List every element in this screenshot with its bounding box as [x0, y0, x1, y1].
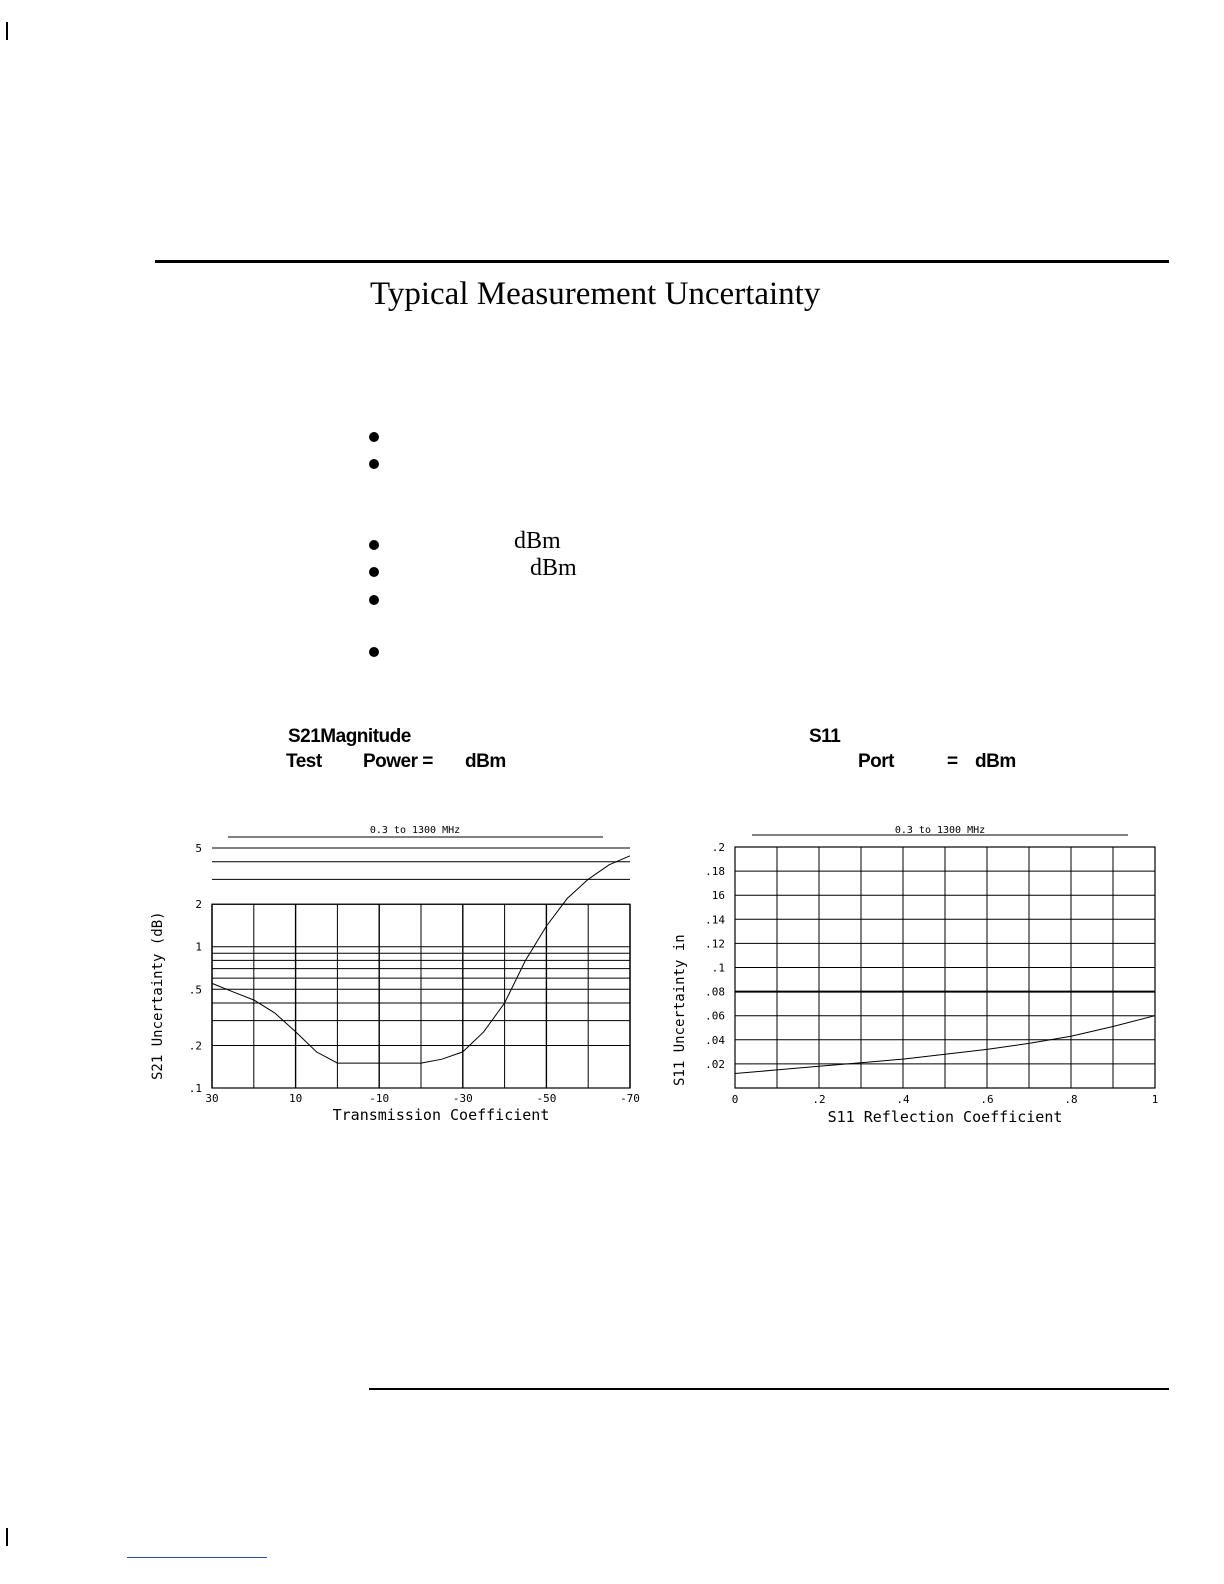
right-ytick-label: .04: [705, 1033, 725, 1047]
bullet-3: [369, 540, 379, 550]
right-chart-title: 0.3 to 1300 MHz: [894, 825, 986, 836]
bullet-1: [369, 432, 379, 442]
right-xtick-label: 0: [731, 1093, 739, 1106]
right-ytick-label: .02: [705, 1057, 725, 1071]
bullet-4-fragment: dBm: [530, 555, 577, 581]
s11-uncertainty-chart: [660, 810, 1180, 1140]
right-ytick-label: .18: [705, 865, 725, 879]
right-chart-ylabel: S11 Uncertainty in: [672, 934, 688, 1086]
right-xtick-label: .6: [980, 1093, 994, 1106]
left-xtick-label: -70: [620, 1092, 640, 1105]
left-plot-heading-2c: dBm: [465, 751, 506, 772]
right-ytick-label: .08: [705, 985, 725, 999]
right-ytick-label: .06: [705, 1009, 725, 1023]
left-xtick-label: -10: [369, 1092, 390, 1105]
page-title: Typical Measurement Uncertainty: [370, 276, 821, 312]
right-ytick-label: .1: [711, 961, 725, 975]
header-rule: [155, 260, 1169, 263]
right-xtick-label: .2: [812, 1093, 826, 1106]
right-plot-heading-2c: dBm: [975, 751, 1016, 772]
left-ytick-label: .2: [188, 1039, 202, 1053]
right-xtick-label: .8: [1064, 1093, 1078, 1106]
left-xtick-label: 10: [288, 1092, 303, 1105]
bullet-6: [369, 647, 379, 657]
left-xtick-label: -30: [452, 1092, 473, 1105]
right-xtick-label: .4: [896, 1093, 910, 1106]
footer-rule: [369, 1388, 1169, 1390]
bullet-3-fragment: dBm: [514, 528, 561, 554]
right-plot-heading-2b: =: [947, 751, 958, 772]
bullet-2: [369, 459, 379, 469]
left-plot-heading-2b: Power =: [363, 751, 433, 772]
right-ytick-label: .12: [705, 937, 725, 951]
bullet-5: [369, 595, 379, 605]
left-plot-heading-2a: Test: [286, 751, 322, 772]
left-chart-ylabel: S21 Uncertainty (dB): [150, 911, 166, 1080]
left-xtick-label: 30: [205, 1092, 219, 1105]
left-xtick-label: -50: [536, 1092, 557, 1105]
left-chart-title: 0.3 to 1300 MHz: [369, 825, 461, 836]
right-ytick-label: 16: [711, 889, 725, 903]
left-ytick-label: 1: [195, 940, 202, 954]
left-ytick-label: .1: [188, 1082, 202, 1095]
right-chart-xlabel: S11 Reflection Coefficient: [827, 1108, 1063, 1126]
right-xtick-label: 1: [1151, 1093, 1159, 1106]
right-plot-heading-2a: Port: [858, 751, 894, 772]
right-ytick-label: .2: [711, 841, 725, 854]
left-plot-heading-1: S21Magnitude: [288, 726, 411, 747]
right-plot-heading-1: S11: [809, 726, 841, 747]
right-ytick-label: .14: [705, 913, 725, 927]
margin-mark-bottom: [6, 1528, 8, 1546]
left-chart-xlabel: Transmission Coefficient: [332, 1106, 550, 1124]
bullet-4: [369, 567, 379, 577]
s21-uncertainty-chart: [140, 810, 660, 1140]
left-ytick-label: 5: [195, 842, 202, 855]
left-ytick-label: 2: [195, 898, 202, 912]
left-ytick-label: .5: [188, 983, 202, 997]
footer-link-underline: [127, 1557, 267, 1558]
margin-mark-top: [6, 22, 8, 40]
